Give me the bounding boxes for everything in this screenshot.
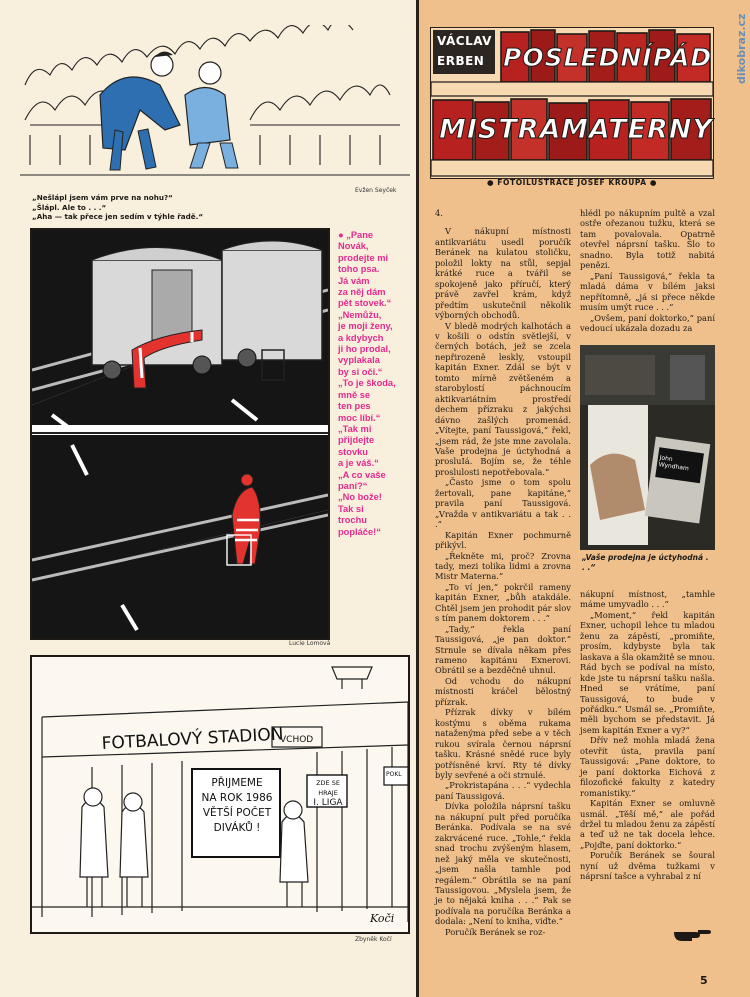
dialog-line: Novák, <box>338 241 369 252</box>
cartoon-railway-frame <box>30 228 330 640</box>
paragraph: Poručík Beránek se roz- <box>445 926 546 937</box>
dialog-line: Já vám <box>338 275 370 286</box>
book-spine-label: John Wyndham <box>658 454 690 473</box>
paragraph: Přízrak dívky v bílém kostýmu s oběma rukama nataženýma před sebe a v těch rukou svírala černou náprsní tašku. Krásné snědé ruce byly potřísněné krví. Rty té dívky byly sevřené a oči strnulé. <box>435 707 571 781</box>
dialog-line: by si oči.“ <box>338 366 383 377</box>
story-header <box>430 27 714 179</box>
paragraph: Dřív než mohla mladá žena otevřít ústa, pravila paní Taussigová: „Pane doktore, to je paní doktorka Eichová z filozofické fakulty z katedry romanistiky.“ <box>580 735 715 798</box>
story-column-2-top <box>580 208 715 333</box>
cartoon-railway-illustration <box>32 230 328 638</box>
poster-line: DIVÁKŮ ! <box>213 822 261 834</box>
dialog-line: moc líbí.“ <box>338 412 381 423</box>
dialog-line: prodejte mi <box>338 252 389 263</box>
photo-caption: „Vaše prodejna je úctyhodná . . .“ <box>582 553 709 572</box>
dialog-line: „To je škoda, <box>338 378 396 389</box>
dialog-line: Tak si <box>338 503 364 514</box>
dialog-line: a kdybych <box>338 332 384 343</box>
dialog-line: vyplakala <box>338 355 380 366</box>
paragraph: hlédl po nákupním pultě a vzal ostře ořezanou tužku, která se tam povalovala. Opatrně otevřel náprsní tašku. Šlo to snadno. Byla totiž nabitá penězi. <box>580 208 715 271</box>
paragraph: „To ví jen,“ pokrčil rameny kapitán Exner, „bůh atakdále. Chtěl jsem jen prohodit pár slov s tím panem doktorem . . .“ <box>435 581 571 624</box>
cartoon2-dialog <box>338 230 416 538</box>
story-column-2-bottom <box>580 589 715 882</box>
caption-line: „Nešlápl jsem vám prve na nohu?“ <box>32 193 173 202</box>
dialog-line: za něj dám <box>338 287 386 298</box>
dialog-line: a je váš.“ <box>338 458 379 469</box>
dialog-line: „Nemůžu, <box>338 309 382 320</box>
bookshop-photo-image <box>580 345 715 550</box>
poster-line: PŘIJMEME <box>211 777 263 789</box>
paragraph: „Často jsme o tom spolu žertovali, pane kapitáne,“ pravila paní Taussigová. „Vražda v antikvariátu a tak . . .“ <box>435 477 571 530</box>
story-column-1 <box>435 208 571 937</box>
chapter-number: 4. <box>435 208 443 218</box>
dialog-line: ten pes <box>338 401 371 412</box>
cartoon-stadium-frame <box>30 655 410 934</box>
paragraph: V bledě modrých kalhotách a v košili o odstín světlejší, v černých botách, jež se zcela nepřirozeně leskly, vstoupil kapitán Exner. Zdál se být v tomto mírně zvětšeném a starobylostí páchnoucím aktikvariátním prostředí dechem přízraku z jakýchsi dávno zašlých promenád. „Vítejte, paní Taussigová,“ řekl, „jsem rád, že jste mne zavolala. Vaše prodejna je úctyhodná a prosluIá. Bojím se, že téhle proslulosti nepotřebovala.“ <box>435 320 571 477</box>
dialog-line: ● „Pane <box>338 230 374 240</box>
caption-line: „Šlápl. Ale to . . .“ <box>32 202 107 212</box>
dialog-line: trochu <box>338 515 367 526</box>
paragraph: Od vchodu do nákupní místnosti kráčel bělostný přízrak. <box>435 675 571 707</box>
cartoon-theater-illustration <box>20 25 410 185</box>
pointing-hand-icon <box>672 922 712 944</box>
league-sign-line: I. LIGA <box>313 798 343 808</box>
dialog-line: pět stovek.“ <box>338 298 392 309</box>
paragraph: Poručík Beránek se šoural nyní už dvěma tužkami v náprsní tašce a vyhrabal z ní <box>580 850 715 882</box>
dialog-line: toho psa. <box>338 264 380 275</box>
paragraph: „Řekněte mi, proč? Zrovna tady, mezi tolika lidmi a zrovna Mistr Materna.“ <box>435 550 571 582</box>
dialog-line: ji ho prodal, <box>338 344 391 355</box>
photo-credit: ● FOTOILUSTRACE JOSEF KROUPA ● <box>486 178 658 187</box>
title-word: PÁD <box>653 43 713 72</box>
paragraph: Kapitán Exner pochmurně přikývl. <box>435 529 571 551</box>
paragraph: „Tady,“ řekla paní Taussigová, „je pan doktor.“ Strnule se dívala někam přes rameno kapitánu Exnerovi. Obrátil se a bezděčně uhnul. <box>435 623 571 676</box>
paragraph: Dívka položila náprsní tašku na nákupní pult před poručíka Beránka. Podívala se na své zakrvácené ruce. „Tohle,“ řekla snad trochu zvýšeným hlasem, než jaký měla ve skutečnosti, „jsem našla tamhle pod regálem.“ Obrátila se na paní Taussigovou. „Myslela jsem, že je to nějaká kniha . . .“ Pak se podívala na poručíka Beránka a dodala: „Není to kniha, viďte.“ <box>435 801 571 927</box>
cartoon3-credit: Zbyněk Kočí <box>355 936 392 943</box>
dialog-line: přijdejte <box>338 435 375 446</box>
dialog-line: paní?“ <box>338 480 368 491</box>
paragraph: „Paní Taussigová,“ řekla ta mladá dáma v bílém jaksi nepřítomně, „já si přece někde musím umýt ruce . . .“ <box>580 270 715 313</box>
paragraph: „Prokristapána . . .“ vydechla paní Taussigová. <box>435 780 571 801</box>
dialog-line: mně se <box>338 389 371 400</box>
stadium-sign: FOTBALOVÝ STADION <box>101 724 284 754</box>
dialog-line: stovku <box>338 446 368 457</box>
league-sign <box>309 778 347 808</box>
paragraph: nákupní místnost, „tamhle máme umyvadlo . . .“ <box>580 589 715 610</box>
caption-line: „Aha — tak přece jen sedím v týhle řadě.“ <box>32 212 204 221</box>
paragraph: „Moment,“ řekl kapitán Exner, uchopil lehce tu mladou ženu za zápěstí, „promiňte, prosím, kdybyste byla tak laskava a šla okamžitě se mnou. Rád bych se podíval na místo, kde jste tu náprsní tašku našla. Hned se vrátíme, paní Taussigová, to bude v pořádku.“ Usmál se. „Promiňte, měli bychom se představit. Já jsem kapitán Exner a vy?“ <box>580 609 715 735</box>
paragraph: Kapitán Exner se omluvně usmál. „Těší mě,“ ale pořád držel tu mladou ženu za zápěstí a teď už ne tak docela lehce. „Pojďte, paní doktorko.“ <box>580 798 715 850</box>
dialog-line: „A co vaše <box>338 469 386 480</box>
artist-signature: Koči <box>370 912 395 925</box>
paragraph: „Ovšem, paní doktorko,“ paní vedoucí ukázala dozadu za <box>580 312 715 333</box>
title-word: POSLEDNÍ <box>503 43 653 72</box>
column-divider <box>416 0 419 997</box>
title-word: MISTRA <box>439 114 562 145</box>
bookshop-photo <box>580 345 715 550</box>
author-last-name: ERBEN <box>437 54 485 68</box>
author-first-name: VÁCLAV <box>437 34 492 48</box>
entrance-sign: VCHOD <box>280 735 314 745</box>
edge-sign: POKL <box>386 771 402 778</box>
cartoon1-caption <box>32 193 362 222</box>
poster-line: VĚTŠÍ POČET <box>202 807 272 819</box>
poster-line: NA ROK 1986 <box>201 792 273 804</box>
page-number: 5 <box>700 974 708 987</box>
site-watermark: dikobraz.cz <box>735 13 748 84</box>
dialog-line: popláče!“ <box>338 526 381 537</box>
cartoon1-credit: Evžen Seyček <box>355 187 397 194</box>
paragraph: V nákupní místnosti antikvariátu usedl poručík Beránek na kulatou stoličku, položil lokty na stůl, sepjal krátké ruce a tvářil se spokojeně jako příručí, který právě zavřel krám, když předtím uskutečnil několik výborných obchodů. <box>435 226 571 321</box>
title-word: MATERNY <box>561 114 713 145</box>
dialog-line: „No bože! <box>338 492 382 503</box>
cartoon2-credit: Lucie Lomová <box>289 640 331 647</box>
poster-announcement <box>195 776 279 836</box>
dialog-line: je moji ženy, <box>338 321 393 332</box>
league-sign-line: ZDE SE HRAJE <box>316 779 340 797</box>
dialog-line: „Tak mi <box>338 423 372 434</box>
